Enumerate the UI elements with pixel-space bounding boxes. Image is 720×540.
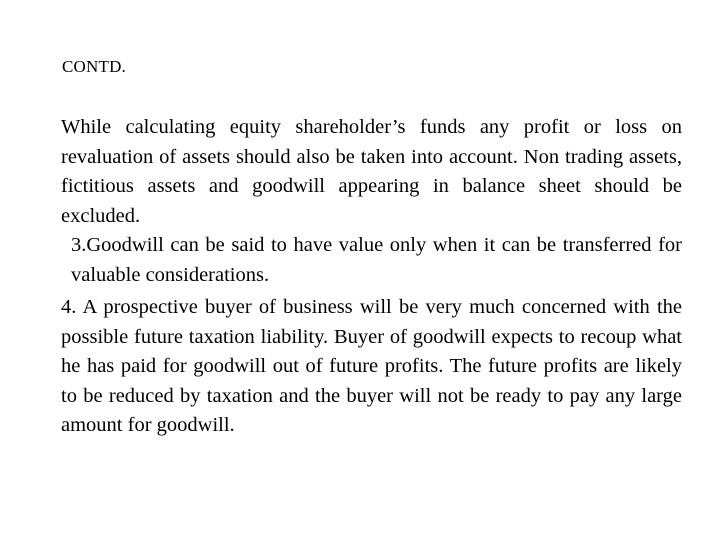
slide-heading: CONTD. [62,57,127,76]
paragraph-revaluation: While calculating equity shareholder’s funds any profit or loss on revaluation of assets should also be taken into account. Non trading assets, fictitious assets and goodwill appearing in balance sheet should be excluded. [61,116,682,227]
slide-body [61,113,682,441]
paragraph-point-3: 3.Goodwill can be said to have value only when it can be transferred for valuable considerations. [71,234,682,286]
paragraph-point-4: 4. A prospective buyer of business will be very much concerned with the possible future taxation liability. Buyer of goodwill expects to recoup what he has paid for goodwill out of future profits. The future profits are likely to be reduced by taxation and the buyer will not be ready to pay any large amount for goodwill. [61,296,682,436]
